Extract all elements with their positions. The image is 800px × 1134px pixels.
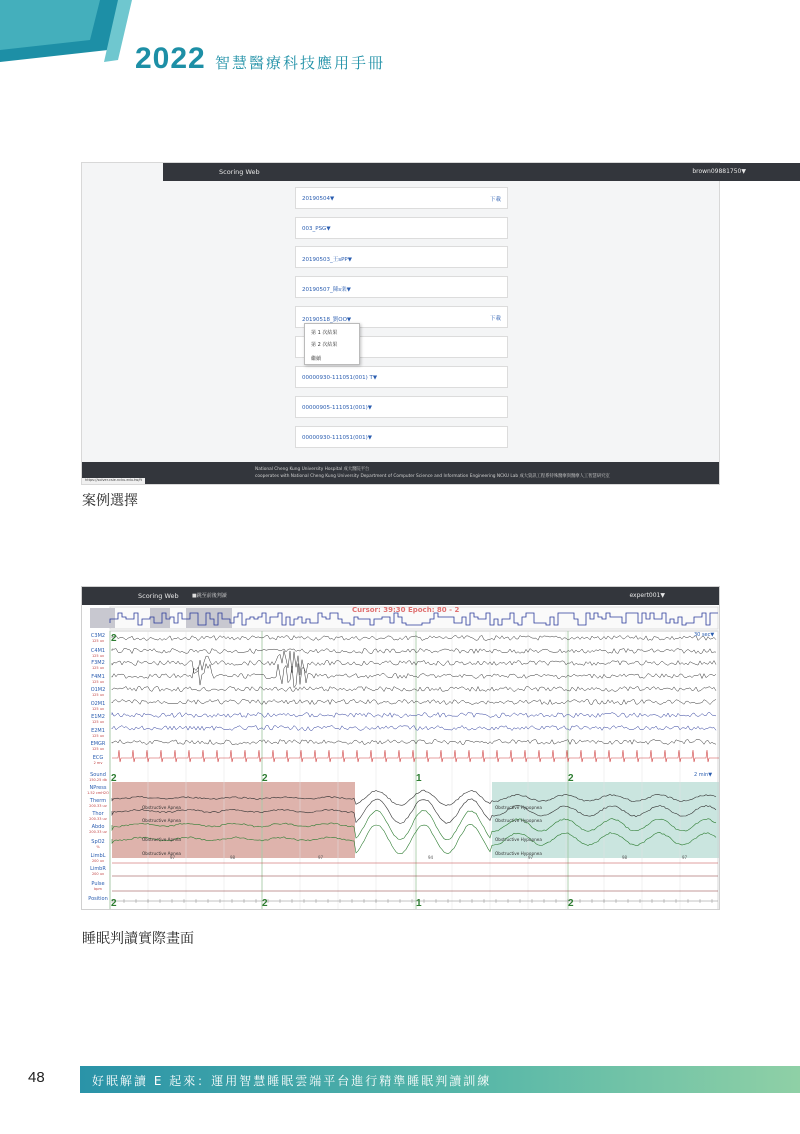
case-row[interactable] xyxy=(295,396,508,418)
channel-unit: 1.52 cmH2O xyxy=(87,791,109,795)
event-label: Obstructive Hypopnea xyxy=(495,851,542,856)
spo2-value: 98 xyxy=(622,855,628,860)
channel-unit: 125 uv xyxy=(91,720,105,724)
channel-unit: 125 uv xyxy=(91,734,105,738)
case-name[interactable]: 20190518_劉OO▼ xyxy=(302,317,352,323)
channel-unit: 150.25 db xyxy=(89,778,107,782)
channel-unit: 200 uv xyxy=(91,872,105,876)
event-label: Obstructive Apnea xyxy=(142,851,181,856)
event-label: Obstructive Hypopnea xyxy=(495,837,542,842)
channel-unit: 125 uv xyxy=(91,654,105,658)
footer-line-1: National Cheng Kung University Hospital 成大醫院平台 xyxy=(255,467,370,472)
channel-label xyxy=(85,854,111,864)
stage-label: 1 xyxy=(416,898,422,909)
channel-name: E1M2 xyxy=(91,714,105,720)
signal-canvas[interactable] xyxy=(82,605,720,910)
time-scale-bottom[interactable]: 2 min▼ xyxy=(694,772,713,778)
caption-case-selection: 案例選擇 xyxy=(82,493,138,509)
app-bar xyxy=(163,163,800,181)
channel-label xyxy=(85,897,111,902)
spo2-value: 97 xyxy=(318,855,324,860)
event-label: Obstructive Apnea xyxy=(142,818,181,823)
event-label: Obstructive Apnea xyxy=(142,805,181,810)
site-footer xyxy=(82,462,719,484)
channel-label xyxy=(85,715,111,725)
channel-label xyxy=(85,812,111,822)
channel-name: NPress xyxy=(89,785,107,791)
channel-name: SpO2 xyxy=(91,839,105,845)
status-url: https://solver.csie.ncku.edu.tw/ft xyxy=(82,478,145,484)
event-label: Obstructive Apnea xyxy=(142,837,181,842)
stage-label: 2 xyxy=(111,633,117,644)
stage-label: 2 xyxy=(262,898,268,909)
channel-unit: 200 uv xyxy=(91,859,105,863)
page-number: 48 xyxy=(28,1069,45,1086)
spo2-value: 97 xyxy=(682,855,688,860)
channel-name: C3M2 xyxy=(90,633,106,639)
channel-label xyxy=(85,756,111,766)
stage-label: 2 xyxy=(262,773,268,784)
case-dropdown-menu xyxy=(304,323,360,365)
channel-label xyxy=(85,702,111,712)
channel-name: Abdo xyxy=(91,824,105,830)
channel-unit: 125 uv xyxy=(91,680,105,684)
channel-name: LimbL xyxy=(90,853,106,859)
stage-label: 2 xyxy=(568,898,574,909)
channel-unit: 125 uv xyxy=(91,666,105,670)
stage-label: 1 xyxy=(416,773,422,784)
case-name[interactable]: 003_PSG▼ xyxy=(302,226,331,232)
spo2-value: 98 xyxy=(230,855,236,860)
case-row[interactable] xyxy=(295,187,508,209)
corner-decoration xyxy=(0,0,140,70)
hypnogram-highlight xyxy=(150,608,170,628)
channel-label xyxy=(85,742,111,752)
event-label: Obstructive Hypopnea xyxy=(495,805,542,810)
channel-label xyxy=(85,825,111,835)
channel-label xyxy=(85,649,111,659)
channel-label xyxy=(85,799,111,809)
stage-label: 2 xyxy=(111,773,117,784)
case-row[interactable] xyxy=(295,276,508,298)
time-scale-top[interactable]: 30 sec▼ xyxy=(694,632,715,638)
channel-unit: 200.33 uv xyxy=(89,817,107,821)
sleep-scoring-screenshot xyxy=(81,586,720,910)
channel-label xyxy=(85,786,111,796)
channel-label xyxy=(85,867,111,877)
spo2-value: 97 xyxy=(528,855,534,860)
menu-item-continue[interactable]: 繼續 xyxy=(311,356,322,362)
channel-name: ECG xyxy=(92,755,104,761)
case-row[interactable] xyxy=(295,246,508,268)
channel-unit: bpm xyxy=(94,887,102,891)
app-brand[interactable]: Scoring Web xyxy=(138,592,179,600)
app-brand[interactable]: Scoring Web xyxy=(219,168,260,176)
channel-unit: 2 mv xyxy=(93,761,103,765)
channel-name: C4M1 xyxy=(90,648,106,654)
menu-item-result-2[interactable]: 第 2 次結果 xyxy=(311,342,338,348)
channel-name: F3M2 xyxy=(91,660,105,666)
case-name[interactable]: 20190504▼ xyxy=(302,196,335,202)
channel-name: O1M2 xyxy=(90,687,106,693)
case-name[interactable]: 00000930-111051(001)▼ xyxy=(302,435,372,441)
channel-unit: 125 uv xyxy=(91,693,105,697)
app-bar xyxy=(82,587,720,605)
cursor-readout: Cursor: 39:30 Epoch: 80 - 2 xyxy=(352,606,460,614)
stage-label: 2 xyxy=(568,773,574,784)
channel-label xyxy=(85,634,111,644)
case-name[interactable]: 00000905-111051(001)▼ xyxy=(302,405,372,411)
menu-item-result-1[interactable]: 第 1 次結果 xyxy=(311,330,338,336)
channel-label xyxy=(85,661,111,671)
channel-label xyxy=(85,773,111,783)
event-label: Obstructive Hypopnea xyxy=(495,818,542,823)
channel-label xyxy=(85,688,111,698)
caption-sleep-scoring: 睡眠判讀實際畫面 xyxy=(82,931,194,947)
channel-label xyxy=(85,840,111,850)
channel-label xyxy=(85,675,111,685)
footer-band xyxy=(80,1066,800,1093)
spo2-value: 94 xyxy=(428,855,434,860)
stage-label: 2 xyxy=(111,898,117,909)
footer-band-text: 好眠解讀 E 起來：運用智慧睡眠雲端平台進行精準睡眠判讀訓練 xyxy=(92,1074,492,1088)
doc-year: 2022 xyxy=(135,42,206,75)
channel-unit: 125 uv xyxy=(91,639,105,643)
doc-title: 智慧醫療科技應用手冊 xyxy=(215,54,386,72)
channel-name: Thor xyxy=(92,811,104,817)
channel-label xyxy=(85,882,111,892)
channel-name: O2M1 xyxy=(90,701,106,707)
user-menu[interactable]: expert001▼ xyxy=(629,592,665,599)
hypnogram-highlight xyxy=(90,608,115,628)
channel-unit: 125 uv xyxy=(91,707,105,711)
channel-unit: 200.33 uv xyxy=(89,830,107,834)
spo2-value: 97 xyxy=(170,855,176,860)
channel-name: Therm xyxy=(89,798,107,804)
channel-unit: 125 uv xyxy=(91,747,105,751)
footer-line-2: cooperates with National Cheng Kung University Department of Computer Science and Information Engineering NCKU Lab 成大資訊工程系特殊醫療與醫療人工智慧研究室 xyxy=(255,474,610,479)
case-selection-screenshot xyxy=(81,162,746,485)
channel-label xyxy=(85,729,111,739)
download-link[interactable]: 下載 xyxy=(489,316,501,322)
case-row[interactable] xyxy=(295,366,508,388)
channel-unit: % xyxy=(96,845,100,849)
channel-name: Sound xyxy=(90,772,106,778)
download-link[interactable]: 下載 xyxy=(489,197,501,203)
channel-name: Position xyxy=(88,896,108,902)
case-name[interactable]: 20190503_王sPP▼ xyxy=(302,257,352,263)
channel-name: E2M1 xyxy=(91,728,105,734)
channel-unit: 200.33 uv xyxy=(89,804,107,808)
case-name[interactable]: 20190507_陳s楽▼ xyxy=(302,287,351,293)
case-name[interactable]: 00000930-111051(001) T▼ xyxy=(302,375,378,381)
channel-name: Pulse xyxy=(91,881,105,887)
channel-name: F4M1 xyxy=(91,674,105,680)
channel-name: LimbR xyxy=(90,866,106,872)
case-row[interactable] xyxy=(295,217,508,239)
hypnogram-highlight xyxy=(186,608,232,628)
channel-name: EMGR xyxy=(90,741,106,747)
jump-scoring-toggle[interactable]: ■跳至前後判讀 xyxy=(192,593,227,599)
user-menu[interactable]: brown09881750▼ xyxy=(692,168,746,175)
case-row[interactable] xyxy=(295,426,508,448)
